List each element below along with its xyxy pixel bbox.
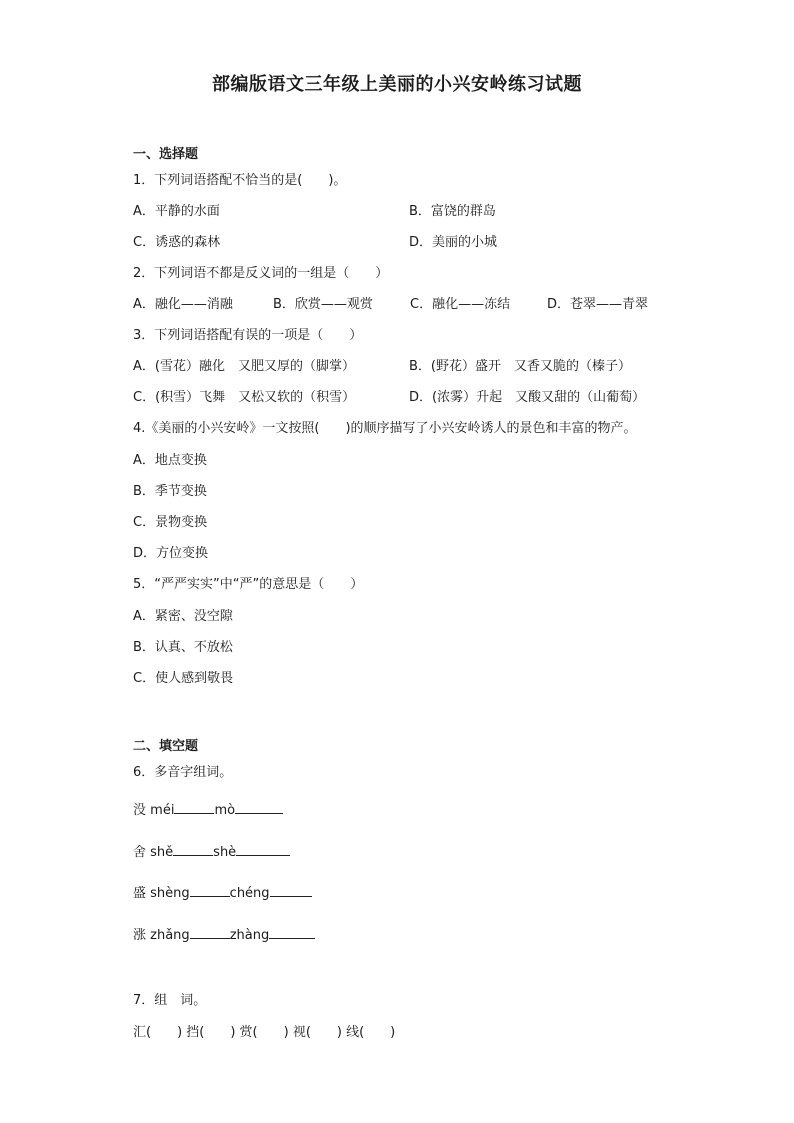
- polyphone-row: [133, 884, 312, 903]
- question-2-option-b: B．欣赏——观赏: [273, 297, 373, 312]
- question-3-stem: 3．下列词语搭配有误的一项是（ ）: [133, 328, 363, 343]
- question-2-option-a: A．融化——消融: [133, 297, 233, 312]
- question-4-option-c: C．景物变换: [133, 515, 208, 530]
- question-3-options-row-2: [133, 389, 646, 407]
- question-3-option-a: A．(雪花）融化 又肥又厚的（脚掌）: [133, 359, 355, 374]
- answer-blank[interactable]: [190, 926, 230, 939]
- pinyin-2: chéng: [229, 886, 270, 901]
- question-1-option-b: B．富饶的群岛: [409, 204, 496, 219]
- question-4-option-b: B．季节变换: [133, 484, 207, 499]
- question-1-options-row-2: [133, 234, 498, 252]
- pinyin-2: shè: [213, 845, 237, 860]
- answer-blank[interactable]: [190, 884, 230, 897]
- question-6-stem: 6．多音字组词。: [133, 765, 233, 780]
- question-5-option-a: A．紧密、没空隙: [133, 609, 233, 624]
- pinyin-1: shèng: [150, 886, 190, 901]
- question-7-items: 汇( ) 挡( ) 赏( ) 视( ) 线( ): [133, 1025, 396, 1040]
- section-heading-choice: 一、选择题: [133, 147, 199, 162]
- question-1-stem: 1．下列词语搭配不恰当的是( )。: [133, 173, 347, 188]
- question-7-stem: 7．组 词。: [133, 993, 207, 1008]
- answer-blank[interactable]: [174, 801, 214, 814]
- polyphone-char: 盛: [133, 886, 147, 901]
- question-4-option-a: A．地点变换: [133, 453, 207, 468]
- pinyin-1: méi: [150, 803, 175, 818]
- question-2-option-d: D．苍翠——青翠: [547, 297, 649, 312]
- polyphone-char: 舍: [133, 845, 147, 860]
- question-5-stem: 5．“严严实实”中“严”的意思是（ ）: [133, 577, 364, 592]
- answer-blank[interactable]: [269, 926, 315, 939]
- question-3-option-d: D．(浓雾）升起 又酸又甜的（山葡萄）: [409, 390, 646, 405]
- question-3-option-b: B．(野花）盛开 又香又脆的（榛子）: [409, 359, 631, 374]
- question-2-stem: 2．下列词语不都是反义词的一组是（ ）: [133, 266, 389, 281]
- question-5-option-c: C．使人感到敬畏: [133, 671, 234, 686]
- question-1-option-c: C．诱惑的森林: [133, 235, 221, 250]
- page-title: 部编版语文三年级上美丽的小兴安岭练习试题: [212, 74, 582, 95]
- polyphone-char: 涨: [133, 928, 147, 943]
- polyphone-row: [133, 843, 290, 862]
- answer-blank[interactable]: [235, 801, 283, 814]
- question-2-option-c: C．融化——冻结: [410, 297, 511, 312]
- polyphone-row: [133, 801, 283, 820]
- question-1-options-row-1: [133, 203, 496, 221]
- question-3-options-row-1: [133, 358, 631, 376]
- question-1-option-d: D．美丽的小城: [409, 235, 498, 250]
- question-4-option-d: D．方位变换: [133, 546, 209, 561]
- pinyin-1: zhǎng: [150, 928, 190, 943]
- polyphone-row: [133, 926, 315, 945]
- pinyin-1: shě: [150, 845, 174, 860]
- answer-blank[interactable]: [236, 843, 290, 856]
- question-5-option-b: B．认真、不放松: [133, 640, 233, 655]
- pinyin-2: zhàng: [229, 928, 270, 943]
- polyphone-char: 没: [133, 803, 147, 818]
- answer-blank[interactable]: [270, 884, 312, 897]
- section-heading-fill: 二、填空题: [133, 739, 199, 754]
- question-4-stem: 4.《美丽的小兴安岭》一文按照( )的顺序描写了小兴安岭诱人的景色和丰富的物产。: [133, 421, 637, 436]
- question-3-option-c: C．(积雪）飞舞 又松又软的（积雪）: [133, 390, 356, 405]
- question-1-option-a: A．平静的水面: [133, 204, 220, 219]
- pinyin-2: mò: [214, 803, 236, 818]
- answer-blank[interactable]: [173, 843, 213, 856]
